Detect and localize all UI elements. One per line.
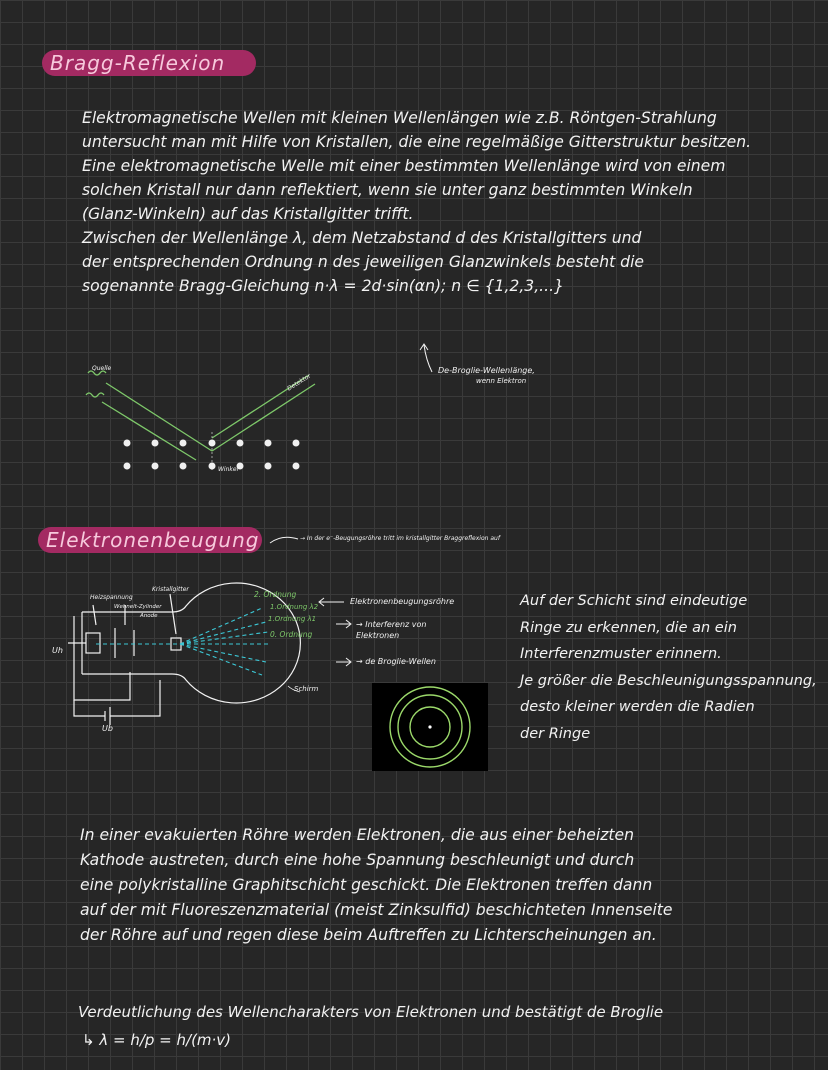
diffraction-tube [68, 583, 300, 725]
label-ub: Ub [102, 724, 113, 733]
label-detector: Detektor [286, 372, 313, 393]
label-anode: Anode [140, 613, 158, 619]
label-uh: Uh [52, 646, 63, 655]
label-schirm: Schirm [294, 685, 319, 693]
label-kathode: Wehnelt-Zylinder [114, 604, 162, 610]
title-note: → In der e⁻-Beugungsröhre tritt im kristallgitter Braggreflexion auf [300, 535, 500, 542]
legend-de-broglie: → de Broglie-Wellen [356, 657, 436, 666]
diffraction-paragraph: In einer evakuierten Röhre werden Elektronen, die aus einer beheizten Kathode austreten, durch eine hohe Spannung beschleunigt und durch eine polykristalline Graphitschicht geschickt. Die Elektronen treffen dann auf der mit Fluoreszenzmaterial (meist Zinksulfid) beschichteten Innenseite der Röhre auf und regen diese beim Auftreffen zu Lichterscheinungen an. [80, 826, 673, 944]
de-broglie-annotation-2: wenn Elektron [476, 377, 527, 385]
de-broglie-annotation-1: De-Broglie-Wellenlänge, [438, 366, 535, 375]
de-broglie-formula: ↳ λ = h/p = h/(m·v) [82, 1031, 232, 1049]
conclusion-text: Verdeutlichung des Wellencharakters von Elektronen und bestätigt de Broglie [78, 1003, 664, 1021]
ring-observation-text: Auf der Schicht sind eindeutige Ringe zu erkennen, die an ein Interferenzmuster erinnern. Je größer die Beschleunigungsspannung, desto kleiner werden die Radien der Ringe [520, 593, 817, 742]
interference-rings-image [372, 683, 488, 771]
label-source: Quelle [92, 365, 112, 372]
bragg-paragraph: Elektromagnetische Wellen mit kleinen Wellenlängen wie z.B. Röntgen-Strahlung untersucht man mit Hilfe von Kristallen, die eine regelmäßige Gitterstruktur besitzen. Eine elektromagnetische Welle mit einer bestimmten Wellenlänge wird von einem solchen Kristall nur dann reflektiert, wenn sie unter ganz bestimmten Winkeln (Glanz-Winkeln) auf das Kristallgitter trifft. Zwischen der Wellenlänge λ, dem Netzabstand d des Kristallgitters und der entsprechenden Ordnung n des jeweiligen Glanzwinkels besteht die sogenannte Bragg-Gleichung n·λ = 2d·sin(αn); n ∈ {1,2,3,...} [82, 109, 752, 295]
label-angle: Winkel [218, 466, 239, 473]
section-title-bragg: Bragg-Reflexion [50, 51, 226, 75]
label-order-0: 0. Ordnung [270, 630, 313, 639]
label-heizspannung: Heizspannung [90, 594, 133, 601]
crystal-lattice [124, 440, 300, 470]
label-order-2: 2. Ordnung [254, 590, 297, 599]
label-order-1a: 1.Ordnung λ2 [270, 603, 319, 611]
legend-tube: Elektronenbeugungsröhre [350, 597, 455, 606]
bragg-diagram [86, 371, 315, 460]
label-order-1b: 1.Ordnung λ1 [268, 615, 317, 623]
legend-interference: → Interferenz von Elektronen [356, 620, 427, 640]
label-kristallgitter: Kristallgitter [152, 586, 189, 593]
section-title-elektronenbeugung: Elektronenbeugung [46, 528, 260, 552]
electron-beams [96, 608, 268, 675]
